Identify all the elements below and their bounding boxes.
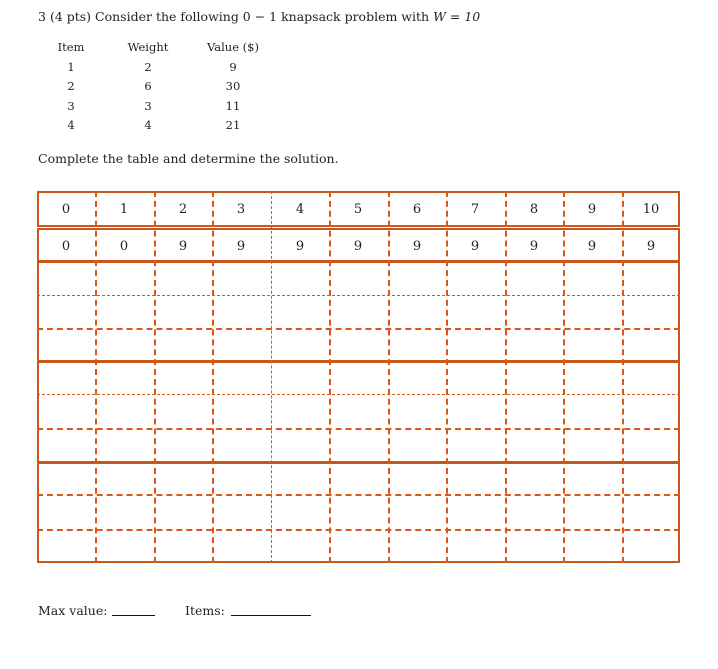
dp-empty-cell[interactable] <box>622 361 680 394</box>
dp-empty-cell[interactable] <box>388 394 446 428</box>
dp-empty-cell[interactable] <box>329 328 387 362</box>
dp-empty-cell[interactable] <box>329 428 387 462</box>
dp-empty-cell[interactable] <box>271 394 329 428</box>
dp-empty-cell[interactable] <box>622 529 680 563</box>
dp-empty-cell[interactable] <box>271 462 329 494</box>
dp-cell-value: 9 <box>646 239 656 254</box>
item-value: 30 <box>225 79 241 93</box>
dp-capacity-header: 10 <box>642 202 660 217</box>
dp-empty-cell[interactable] <box>388 428 446 462</box>
dp-cell-value: 9 <box>412 239 422 254</box>
dp-empty-cell[interactable] <box>446 462 504 494</box>
dp-empty-cell[interactable] <box>388 462 446 494</box>
dp-empty-cell[interactable] <box>622 494 680 529</box>
dp-empty-cell[interactable] <box>388 529 446 563</box>
dp-empty-cell[interactable] <box>622 394 680 428</box>
dp-empty-cell[interactable] <box>505 428 563 462</box>
dp-empty-cell[interactable] <box>505 394 563 428</box>
dp-empty-cell[interactable] <box>95 361 153 394</box>
dp-empty-cell[interactable] <box>446 261 504 295</box>
items-header-weight: Weight <box>127 40 169 54</box>
dp-empty-cell[interactable] <box>212 328 270 362</box>
dp-empty-cell[interactable] <box>622 261 680 295</box>
dp-capacity-header: 4 <box>295 202 305 217</box>
item-value: 9 <box>229 59 237 74</box>
dp-cell-value: 9 <box>295 239 305 254</box>
problem-points: (4 pts) <box>49 9 92 24</box>
dp-empty-cell[interactable] <box>446 295 504 328</box>
dp-capacity-header: 8 <box>529 202 539 217</box>
dp-empty-cell[interactable] <box>329 462 387 494</box>
dp-empty-cell[interactable] <box>563 529 621 563</box>
dp-empty-cell[interactable] <box>563 428 621 462</box>
dp-capacity-header: 9 <box>587 202 597 217</box>
dp-empty-cell[interactable] <box>329 261 387 295</box>
capacity-label: W = 10 <box>433 9 481 24</box>
dp-cell-value: 0 <box>61 239 71 254</box>
dp-empty-cell[interactable] <box>37 462 95 494</box>
dp-cell-value: 9 <box>529 239 539 254</box>
max-value-blank[interactable] <box>112 615 155 616</box>
problem-number: 3 <box>38 9 46 24</box>
dp-capacity-header: 6 <box>412 202 422 217</box>
dp-empty-cell[interactable] <box>95 428 153 462</box>
dp-empty-cell[interactable] <box>37 529 95 563</box>
dp-cell-value: 9 <box>178 239 188 254</box>
dp-empty-cell[interactable] <box>212 494 270 529</box>
dp-table <box>37 191 680 563</box>
dp-empty-cell[interactable] <box>212 462 270 494</box>
dp-capacity-header: 3 <box>236 202 246 217</box>
dp-empty-cell[interactable] <box>212 261 270 295</box>
dp-empty-cell[interactable] <box>154 462 212 494</box>
dp-empty-cell[interactable] <box>154 494 212 529</box>
dp-empty-cell[interactable] <box>95 529 153 563</box>
dp-empty-cell[interactable] <box>622 462 680 494</box>
dp-empty-cell[interactable] <box>154 529 212 563</box>
dp-empty-cell[interactable] <box>446 428 504 462</box>
items-header-item: Item <box>57 40 85 54</box>
dp-empty-cell[interactable] <box>271 261 329 295</box>
dp-empty-cell[interactable] <box>95 295 153 328</box>
dp-empty-cell[interactable] <box>37 328 95 362</box>
dp-empty-cell[interactable] <box>95 394 153 428</box>
dp-empty-cell[interactable] <box>154 428 212 462</box>
dp-empty-cell[interactable] <box>212 295 270 328</box>
dp-empty-cell[interactable] <box>271 328 329 362</box>
dp-empty-cell[interactable] <box>563 394 621 428</box>
dp-empty-cell[interactable] <box>563 361 621 394</box>
dp-empty-cell[interactable] <box>505 361 563 394</box>
dp-empty-cell[interactable] <box>563 462 621 494</box>
items-header-value: Value ($) <box>207 40 259 54</box>
dp-empty-cell[interactable] <box>446 394 504 428</box>
dp-empty-cell[interactable] <box>95 261 153 295</box>
item-number: 2 <box>67 79 75 93</box>
dp-empty-cell[interactable] <box>622 428 680 462</box>
item-value: 21 <box>225 118 241 132</box>
dp-empty-cell[interactable] <box>388 261 446 295</box>
items-answer-blank[interactable] <box>231 615 311 616</box>
item-weight: 4 <box>144 118 152 132</box>
dp-empty-cell[interactable] <box>622 328 680 362</box>
max-value-label: Max value: <box>38 603 108 618</box>
dp-capacity-header: 0 <box>61 202 71 217</box>
problem-statement <box>38 9 480 24</box>
dp-empty-cell[interactable] <box>446 494 504 529</box>
dp-empty-cell[interactable] <box>505 328 563 362</box>
dp-empty-cell[interactable] <box>388 295 446 328</box>
dp-empty-cell[interactable] <box>37 361 95 394</box>
dp-empty-cell[interactable] <box>95 494 153 529</box>
items-label: Items: <box>185 603 225 618</box>
dp-capacity-header: 2 <box>178 202 188 217</box>
dp-empty-cell[interactable] <box>37 394 95 428</box>
dp-empty-cell[interactable] <box>563 295 621 328</box>
item-weight: 2 <box>144 59 152 74</box>
dp-empty-cell[interactable] <box>271 428 329 462</box>
dp-capacity-header: 5 <box>353 202 363 217</box>
dp-empty-cell[interactable] <box>212 428 270 462</box>
dp-empty-cell[interactable] <box>37 428 95 462</box>
dp-empty-cell[interactable] <box>37 261 95 295</box>
dp-empty-cell[interactable] <box>563 261 621 295</box>
dp-empty-cell[interactable] <box>505 494 563 529</box>
dp-empty-cell[interactable] <box>505 462 563 494</box>
item-weight: 3 <box>144 98 152 113</box>
item-weight: 6 <box>144 79 152 93</box>
dp-empty-cell[interactable] <box>37 494 95 529</box>
dp-empty-cell[interactable] <box>154 295 212 328</box>
dp-empty-cell[interactable] <box>212 394 270 428</box>
instruction-text: Complete the table and determine the solution. <box>38 151 339 166</box>
dp-empty-cell[interactable] <box>212 529 270 563</box>
dp-empty-cell[interactable] <box>271 494 329 529</box>
dp-empty-cell[interactable] <box>271 295 329 328</box>
dp-empty-cell[interactable] <box>271 361 329 394</box>
dp-capacity-header: 1 <box>119 202 129 217</box>
dp-empty-cell[interactable] <box>154 328 212 362</box>
dp-empty-cell[interactable] <box>505 295 563 328</box>
dp-cell-value: 9 <box>236 239 246 254</box>
problem-text: Consider the following 0 − 1 knapsack problem with <box>95 9 430 24</box>
dp-empty-cell[interactable] <box>505 261 563 295</box>
dp-empty-cell[interactable] <box>154 394 212 428</box>
dp-empty-cell[interactable] <box>622 295 680 328</box>
dp-empty-cell[interactable] <box>563 494 621 529</box>
item-number: 4 <box>67 118 75 132</box>
dp-cell-value: 9 <box>353 239 363 254</box>
dp-empty-cell[interactable] <box>329 394 387 428</box>
dp-empty-cell[interactable] <box>388 328 446 362</box>
dp-empty-cell[interactable] <box>329 494 387 529</box>
dp-empty-cell[interactable] <box>505 529 563 563</box>
dp-cell-value: 0 <box>119 239 129 254</box>
dp-empty-cell[interactable] <box>563 328 621 362</box>
dp-empty-cell[interactable] <box>446 529 504 563</box>
dp-empty-cell[interactable] <box>329 361 387 394</box>
item-value: 11 <box>225 98 241 113</box>
dp-empty-cell[interactable] <box>154 261 212 295</box>
dp-empty-cell[interactable] <box>388 494 446 529</box>
dp-empty-cell[interactable] <box>329 529 387 563</box>
dp-empty-cell[interactable] <box>37 295 95 328</box>
dp-empty-cell[interactable] <box>271 529 329 563</box>
dp-empty-cell[interactable] <box>446 328 504 362</box>
dp-empty-cell[interactable] <box>154 361 212 394</box>
item-number: 3 <box>67 98 75 113</box>
dp-empty-cell[interactable] <box>329 295 387 328</box>
dp-empty-cell[interactable] <box>388 361 446 394</box>
dp-empty-cell[interactable] <box>446 361 504 394</box>
dp-cell-value: 9 <box>587 239 597 254</box>
dp-empty-cell[interactable] <box>95 328 153 362</box>
dp-cell-value: 9 <box>470 239 480 254</box>
dp-empty-cell[interactable] <box>95 462 153 494</box>
item-number: 1 <box>67 59 75 74</box>
dp-empty-cell[interactable] <box>212 361 270 394</box>
dp-capacity-header: 7 <box>470 202 480 217</box>
